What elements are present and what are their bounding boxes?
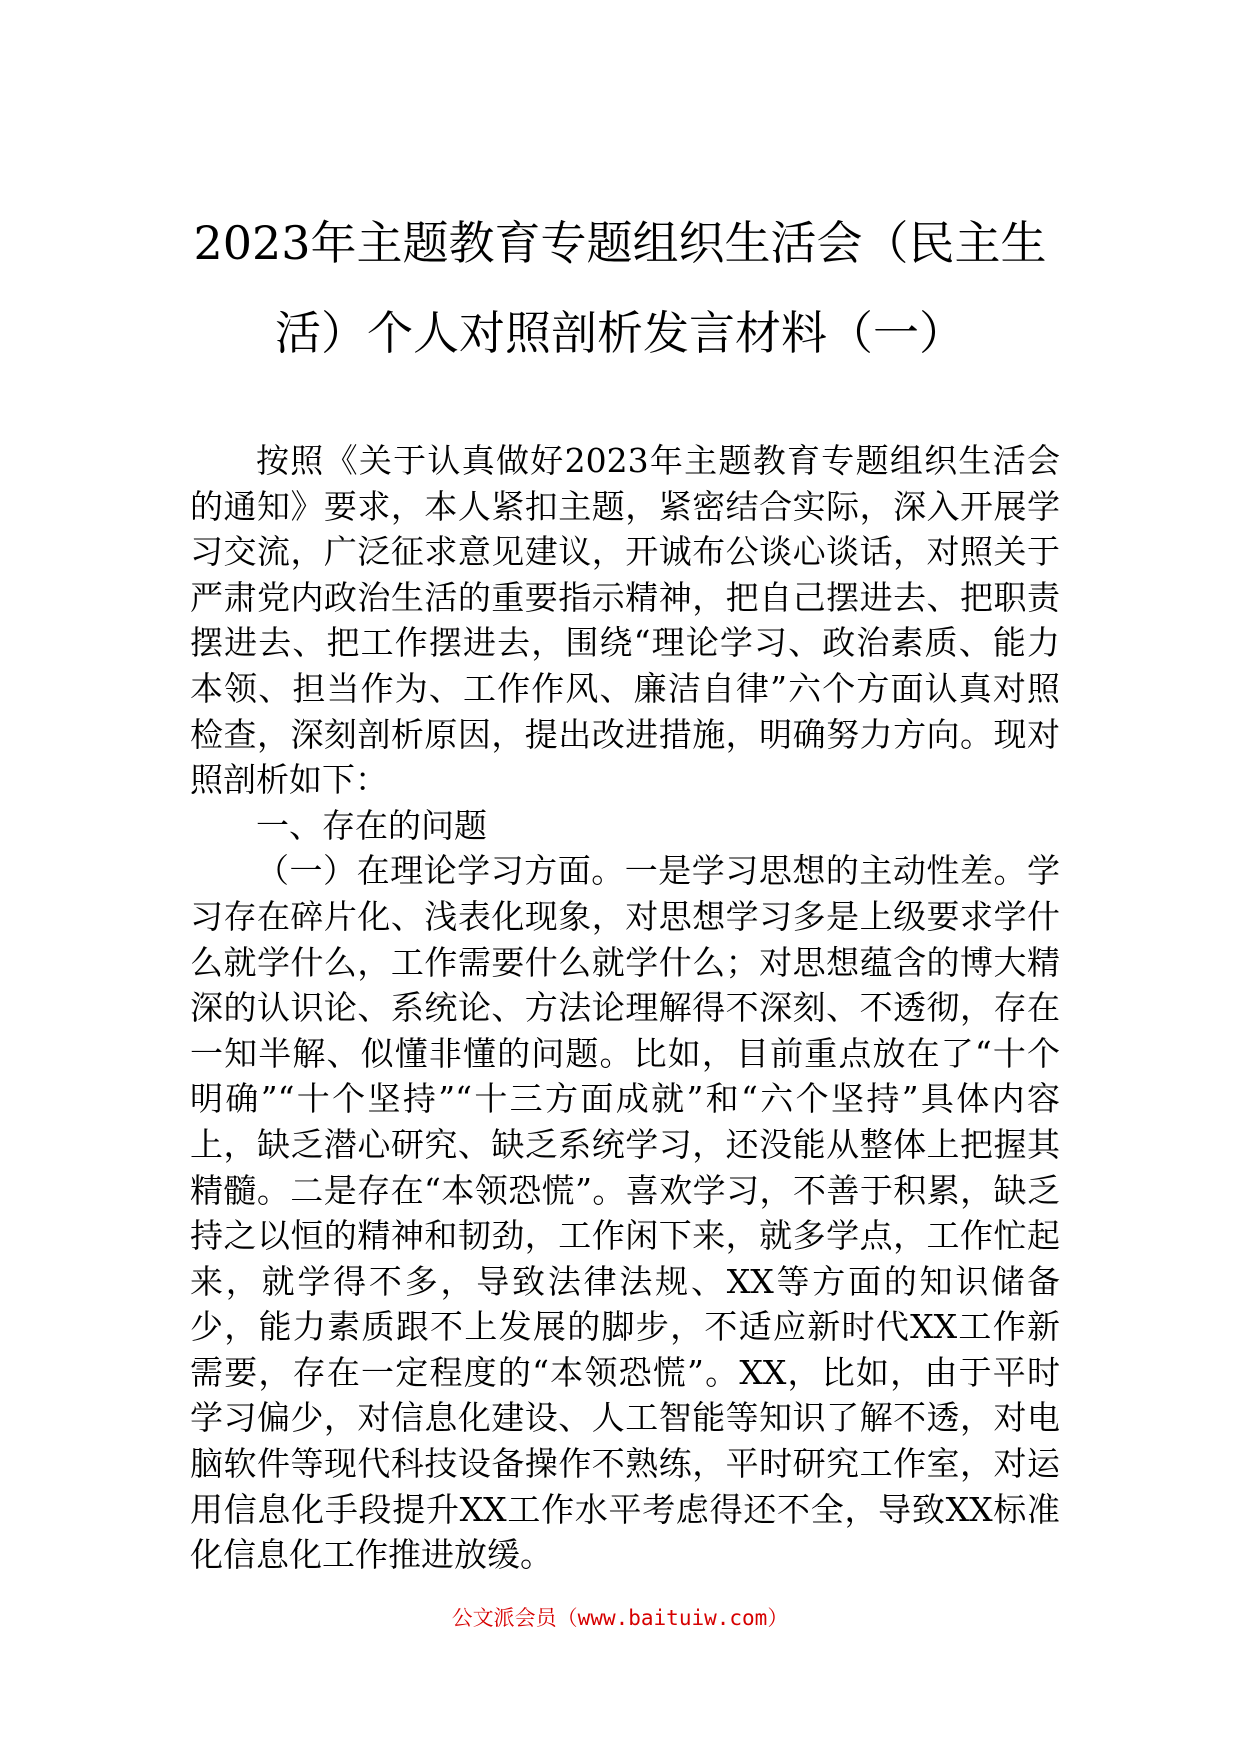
paragraph-intro: 按照《关于认真做好2023年主题教育专题组织生活会的通知》要求，本人紧扣主题，紧密结合实际，深入开展学习交流，广泛征求意见建议，开诚布公谈心谈话，对照关于严肃党内政治生活的重要指示精神，把自己摆进去、把职责摆进去、把工作摆进去，围绕“理论学习、政治素质、能力本领、担当作为、工作作风、廉洁自律”六个方面认真对照检查，深刻剖析原因，提出改进措施，明确努力方向。现对照剖析如下： — [190, 441, 1060, 800]
document-title — [150, 198, 1090, 378]
paragraph-theory-study: （一）在理论学习方面。一是学习思想的主动性差。学习存在碎片化、浅表化现象，对思想学习多是上级要求学什么就学什么，工作需要什么就学什么；对思想蕴含的博大精深的认识论、系统论、方法论理解得不深刻、不透彻，存在一知半解、似懂非懂的问题。比如，目前重点放在了“十个明确”“十个坚持”“十三方面成就”和“六个坚持”具体内容上，缺乏潜心研究、缺乏系统学习，还没能从整体上把握其精髓。二是存在“本领恐慌”。喜欢学习，不善于积累，缺乏持之以恒的精神和韧劲，工作闲下来，就多学点，工作忙起来，就学得不多，导致法律法规、XX等方面的知识储备少，能力素质跟不上发展的脚步，不适应新时代XX工作新需要，存在一定程度的“本领恐慌”。XX，比如，由于平时学习偏少，对信息化建设、人工智能等知识了解不透，对电脑软件等现代科技设备操作不熟练，平时研究工作室，对运用信息化手段提升XX工作水平考虑得还不全，导致XX标准化信息化工作推进放缓。 — [190, 851, 1060, 1575]
footer-watermark: 公文派会员（www.baituiw.com） — [451, 1606, 789, 1630]
document-body — [190, 438, 1060, 1578]
section-heading: 一、存在的问题 — [256, 805, 487, 845]
title-line-1: 2023年主题教育专题组织生活会（民主生 — [193, 216, 1047, 270]
title-line-2: 活）个人对照剖析发言材料（一） — [275, 306, 965, 360]
